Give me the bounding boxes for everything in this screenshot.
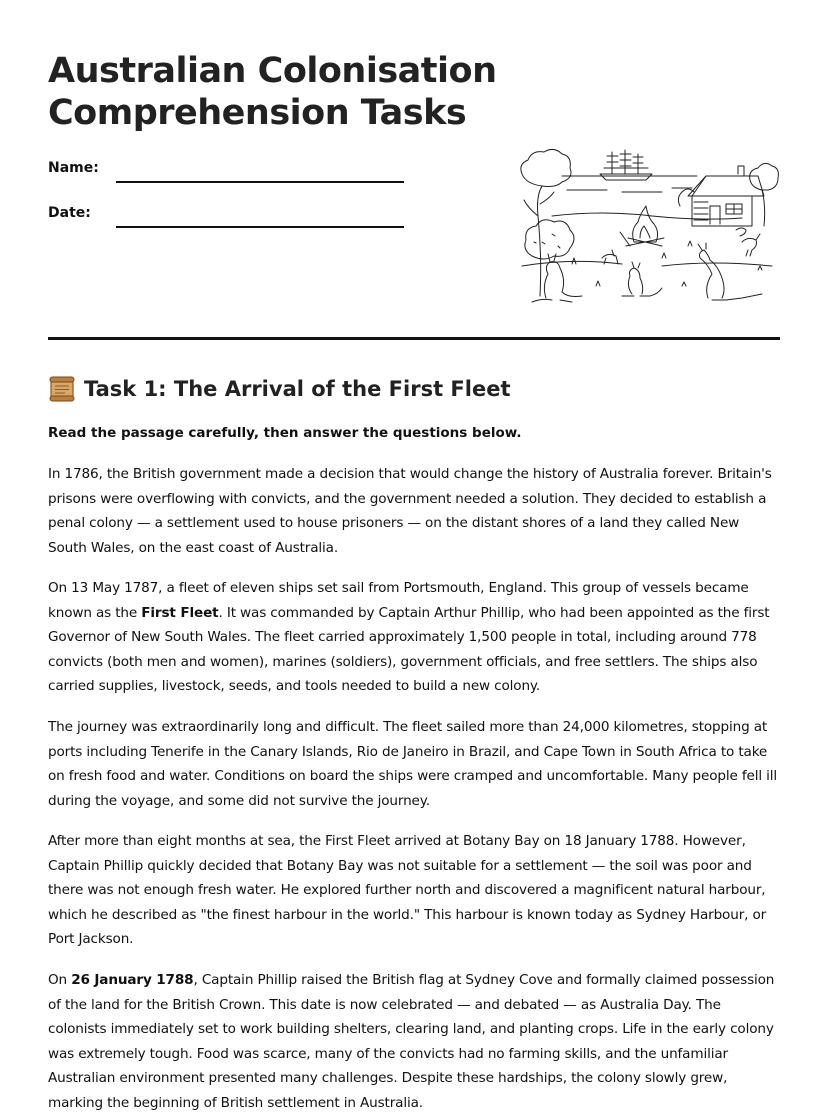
paragraph-text: On 13 May 1787, a fleet of eleven ships set sail from Portsmouth, England. This group of vessels became known as the: [48, 580, 749, 621]
task-1-heading: [48, 374, 510, 404]
passage-paragraph-3: [48, 715, 782, 813]
paragraph-text: , Captain Phillip raised the British flag at Sydney Cove and formally claimed possession of the land for the British Crown. This date is now celebrated — and debated — as Australia Day. The colonists immediately set to work building shelters, clearing land, and planting crops. Life in the early colony was extremely tough. Food was scarce, many of the convicts had no farming skills, and the unfamiliar Australian environment presented many challenges. Despite these hardships, the colony slowly grew, marking the beginning of British settlement in Australia.: [48, 972, 775, 1111]
name-label: Name:: [48, 160, 99, 176]
australia-day-date: 26 January 1788: [71, 972, 194, 988]
passage-paragraph-2: [48, 576, 782, 699]
first-fleet-term: First Fleet: [141, 604, 219, 621]
name-field-line[interactable]: [116, 181, 404, 183]
paragraph-text: On: [48, 972, 72, 988]
date-label: Date:: [48, 205, 91, 221]
passage-paragraph-5: [48, 968, 782, 1116]
colonial-scene-illustration: [512, 146, 780, 308]
passage-paragraph-1: [48, 462, 782, 560]
paragraph-text: After more than eight months at sea, the First Fleet arrived at Botany Bay on 18 January 1788. However, Captain Phillip quickly decided that Botany Bay was not suitable for a settlement — the soil was poor and there was not enough fresh water. He explored further north and discovered a magnificent natural harbour, which he described as "the finest harbour in the world." This harbour is known today as Sydney Harbour, or Port Jackson.: [48, 833, 767, 948]
section-divider: [48, 337, 780, 340]
title-line-2: Comprehension Tasks: [48, 93, 467, 133]
paragraph-text: . It was commanded by Captain Arthur Phillip, who had been appointed as the first Governor of New South Wales. The fleet carried approximately 1,500 people in total, including around 778 convicts (both men and women), marines (soldiers), government officials, and free settlers. The ships also carried supplies, livestock, seeds, and tools needed to build a new colony.: [48, 604, 770, 695]
date-field-line[interactable]: [116, 226, 404, 228]
scroll-icon: [48, 375, 76, 403]
page-title: [48, 50, 497, 134]
task-1-heading-text: Task 1: The Arrival of the First Fleet: [84, 377, 511, 401]
paragraph-text: In 1786, the British government made a decision that would change the history of Australia forever. Britain's prisons were overflowing with convicts, and the government needed a solution. They decided to establish a penal colony — a settlement used to house prisoners — on the distant shores of a land they called New South Wales, on the east coast of Australia.: [48, 466, 772, 556]
paragraph-text: The journey was extraordinarily long and difficult. The fleet sailed more than 24,000 kilometres, stopping at ports including Tenerife in the Canary Islands, Rio de Janeiro in Brazil, and Cape Town in South Africa to take on fresh food and water. Conditions on board the ships were cramped and uncomfortable. Many people fell ill during the voyage, and some did not survive the journey.: [48, 719, 778, 809]
instructions: Read the passage carefully, then answer the questions below.: [48, 425, 522, 441]
title-line-1: Australian Colonisation: [48, 51, 497, 91]
passage-paragraph-4: [48, 829, 782, 952]
